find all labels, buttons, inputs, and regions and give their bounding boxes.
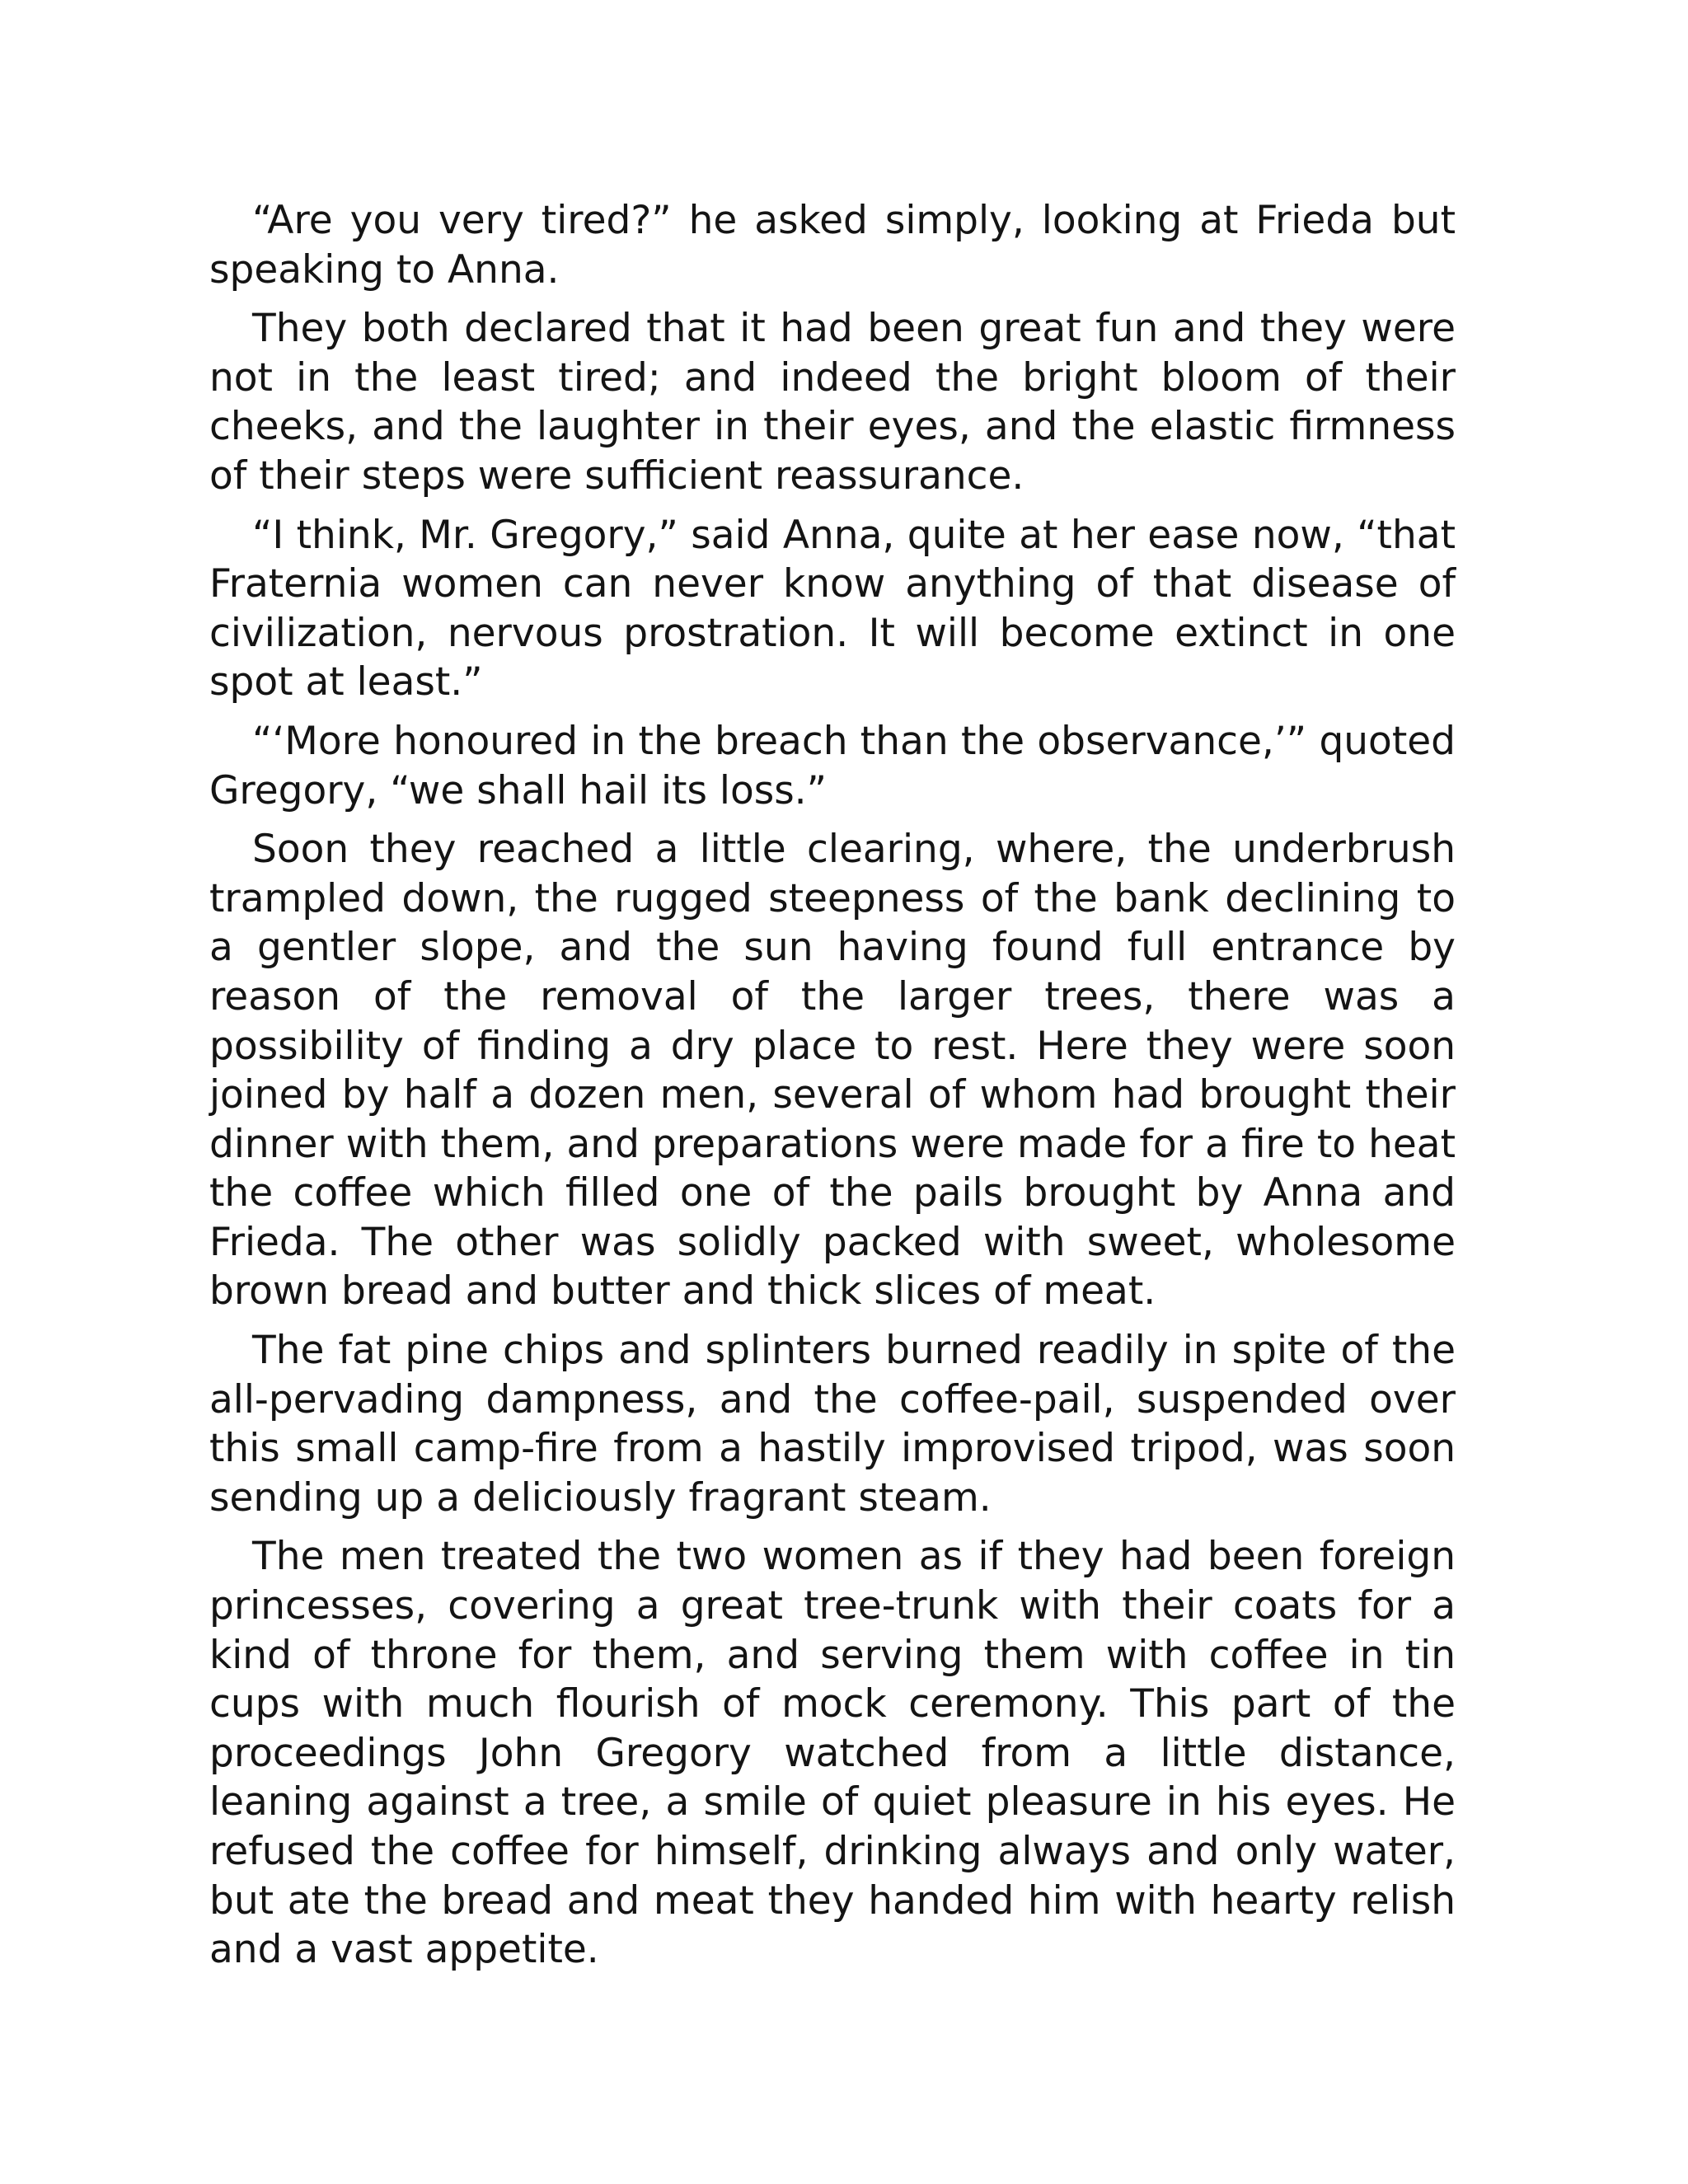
paragraph-7: The men treated the two women as if they had been foreign princesses, covering a great tree-trunk with their coats for a kind of throne for them, and serving them with coffee in tin cups with much flourish of mock ceremony. This part of the proceedings John Gregory watched from a little distance, leaning against a tree, a smile of quiet pleasure in his eyes. He refused the coffee for himself, drinking always and only water, but ate the bread and meat they handed him with hearty relish and a vast appetite.	[209, 1534, 1456, 1973]
paragraph-2: They both declared that it had been great fun and they were not in the least tired; and indeed the bright bloom of their cheeks, and the laughter in their eyes, and the elastic firmness of their steps were sufficient reassurance.	[209, 306, 1456, 499]
paragraph-4: “‘More honoured in the breach than the observance,’” quoted Gregory, “we shall hail its loss.”	[209, 718, 1456, 813]
document-page	[209, 196, 1456, 1985]
paragraph-1: “Are you very tired?” he asked simply, looking at Frieda but speaking to Anna.	[209, 198, 1456, 293]
paragraph-6: The fat pine chips and splinters burned readily in spite of the all-pervading dampness, and the coffee-pail, suspended over this small camp-fire from a hastily improvised tripod, was soon sending up a deliciously fragrant steam.	[209, 1328, 1456, 1521]
paragraph-3: “I think, Mr. Gregory,” said Anna, quite at her ease now, “that Fraternia women can never know anything of that disease of civilization, nervous prostration. It will become extinct in one spot at least.”	[209, 512, 1456, 705]
paragraph-5: Soon they reached a little clearing, where, the underbrush trampled down, the rugged steepness of the bank declining to a gentler slope, and the sun having found full entrance by reason of the removal of the larger trees, there was a possibility of finding a dry place to rest. Here they were soon joined by half a dozen men, several of whom had brought their dinner with them, and preparations were made for a fire to heat the coffee which filled one of the pails brought by Anna and Frieda. The other was solidly packed with sweet, wholesome brown bread and butter and thick slices of meat.	[209, 827, 1456, 1315]
